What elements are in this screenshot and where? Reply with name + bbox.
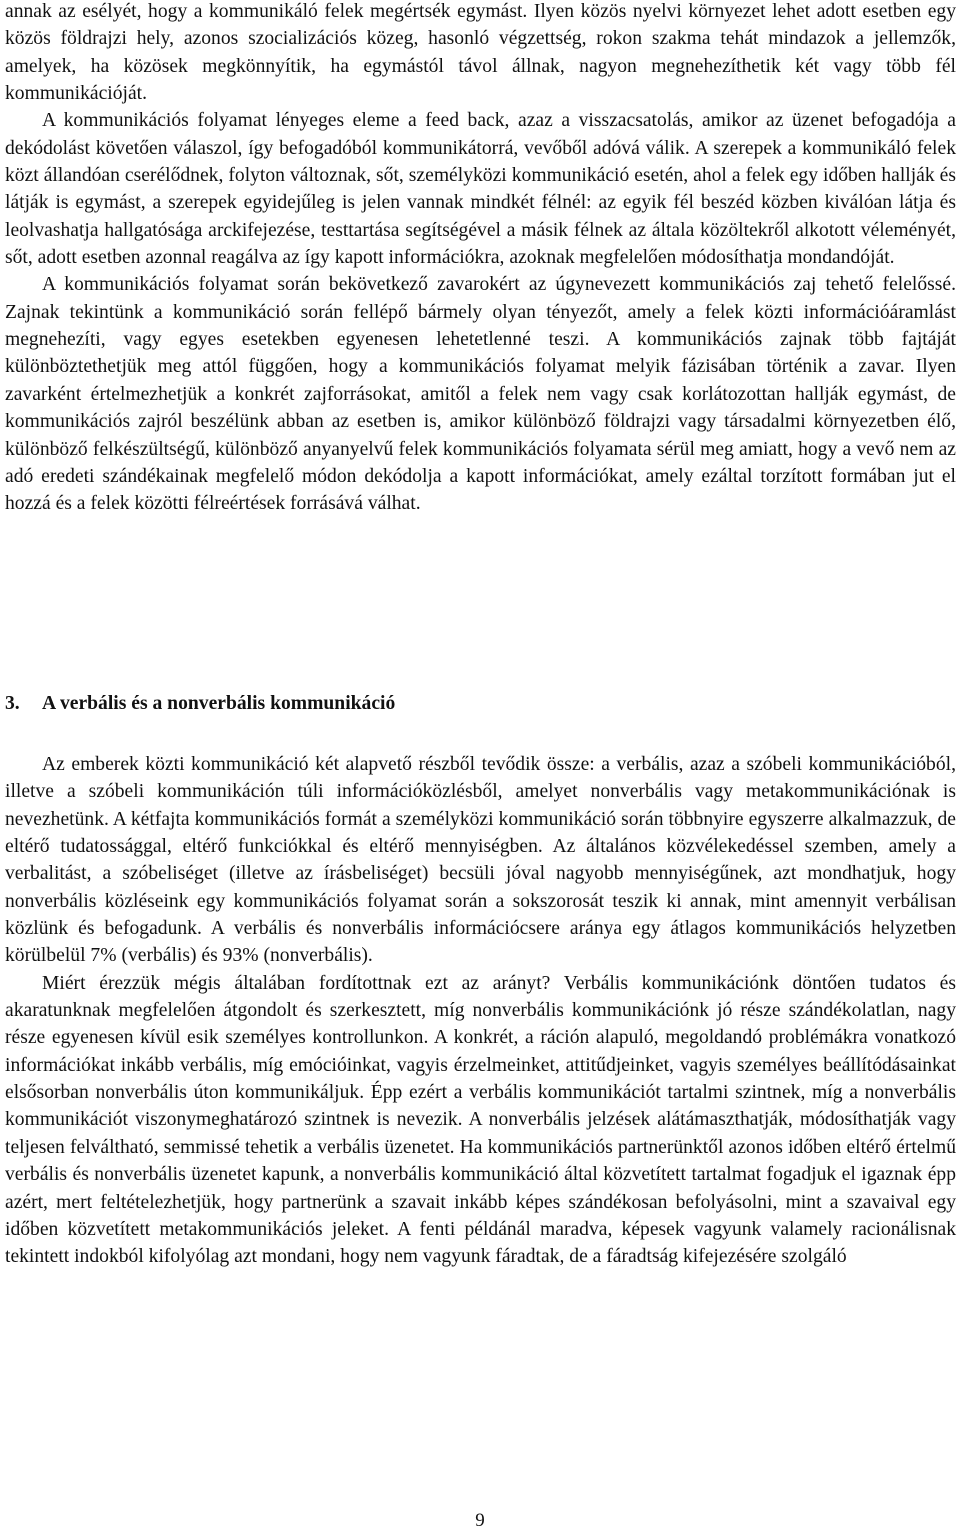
paragraph-ratio-question: Miért érezzük mégis általában fordítottnak ezt az arányt? Verbális kommunikációnk döntően tudatos és akaratunknak megfelelően átgondolt és szerkesztett, míg nonverbális kommunikációnk jó része szándékolatlan, nagy része egyenesen kívül esik személyes kontrollunkon. A konkrét, a ráción alapuló, megoldandó problémákra vonatkozó információkat inkább verbális, míg emócióinkat, vagyis érzelmeinket, attitűdjeinket, vagyis személyes beállítódásainkat elsősorban nonverbális úton kommunikáljuk. Épp ezért a verbális kommunikációt tartalmi szintnek, míg a nonverbális kommunikációt viszonymeghatározó szintnek is nevezik. A nonverbális jelzések alátámaszthatják, módosíthatják vagy teljesen felváltható, semmissé tehetik a verbális üzenetet. Ha kommunikációs partnerünktől azonos időben eltérő értelmű verbális és nonverbális üzenetet kapunk, a nonverbális kommunikáció által közvetített tartalmat fogadjuk el igaznak épp azért, mert feltételezhetjük, hogy partnerünk a szavait inkább képes szándékosan befolyásolni, mint a szavaival egy időben közvetített metakommunikációs jeleket. A fenti példánál maradva, képesek vagyunk valamely racionálisnak tekintett indokból kifolyólag azt mondani, hogy nem vagyunk fáradtak, de a fáradtság kifejezésére szolgáló xyxy=(5,972,956,1268)
section-number: 3. xyxy=(5,693,20,714)
paragraph-noise: A kommunikációs folyamat során bekövetkező zavarokért az úgynevezett kommunikációs zaj tehető felelőssé. Zajnak tekintünk a kommunikáció során fellépő bármely olyan tényezőt, amely a felek közti információáramlást megnehezíti, vagy egyes esetekben egyenesen lehetetlenné teszi. A kommunikációs zajnak több fajtáját különböztethetjük meg attól függően, hogy a kommunikációs folyamat melyik fázisában történik a zavar. Ilyen zavarként értelmezhetjük a konkrét zajforrásokat, amitől a felek nem vagy csak korlátozottan hallják egymást, de kommunikációs zajról beszélünk abban az esetben is, amikor különböző földrajzi vagy társadalmi környezetben élő, különböző felkészültségű, különböző anyanyelvű felek kommunikációs folyamata sérül meg amiatt, hogy a vevő nem az adó eredeti szándékainak megfelelő módon dekódolja a kapott információkat, amely ezáltal torzított formában jut el hozzá és a felek közötti félreértések forrásává válhat. xyxy=(5,274,956,515)
paragraph-feedback: A kommunikációs folyamat lényeges eleme a feed back, azaz a visszacsatolás, amikor az üzenet befogadója a dekódolást követően válaszol, így befogadóból kommunikátorrá, vevőből adóvá válik. A szerepek a kommunikáló felek közt állandóan cserélődnek, folyton változnak, sőt, személyközi kommunikáció esetén, ahol a felek egy időben hallják és látják is egymást, a szerepek egyidejűleg is jelen vannak mindkét félnél: az egyik fél beszéd közben kiválóan látja és leolvashatja hallgatósága arckifejezése, testtartása segítségével a másik félnek az általa közöltekről alkotott véleményét, sőt, adott esetben azonnal reagálva az így kapott információkra, azoknak megfelelően módosíthatja mondandóját. xyxy=(5,110,956,269)
body-text-bottom xyxy=(5,751,956,1271)
section-heading xyxy=(5,690,395,718)
body-text-top xyxy=(5,0,956,518)
paragraph-continuation: annak az esélyét, hogy a kommunikáló felek megértsék egymást. Ilyen közös nyelvi környezet lehet adott esetben egy közös földrajzi hely, azonos szocializációs közeg, hasonló végzettség, rokon szakma tehát mindazok a jellemzők, amelyek, ha közösek megkönnyítik, ha egymástól távol állnak, nagyon megnehezíthetik két vagy több fél kommunikációját. xyxy=(5,1,956,105)
section-title: A verbális és a nonverbális kommunikáció xyxy=(42,693,396,714)
page-number: 9 xyxy=(475,1510,485,1531)
paragraph-verbal-nonverbal: Az emberek közti kommunikáció két alapvető részből tevődik össze: a verbális, azaz a szóbeli kommunikációból, illetve a szóbeli kommunikáción túli információközlésből, amelyet nonverbális vagy metakommunikációnak is nevezhetünk. A kétfajta kommunikációs formát a személyközi kommunikáció során többnyire egyszerre alkalmazzuk, de eltérő tudatossággal, eltérő funkciókkal és eltérő mennyiségben. Az általános közvélekedéssel szemben, amely a verbalitást, a szóbeliséget (illetve az írásbeliséget) becsüli jóval nagyobb mennyiségűnek, azt mondhatjuk, hogy nonverbális közléseink egy kommunikációs folyamat során a sokszorosát teszik ki annak, mint amennyit verbálisan közlünk és befogadunk. A verbális és nonverbális információcsere aránya egy átlagos kommunikációs helyzetben körülbelül 7% (verbális) és 93% (nonverbális). xyxy=(5,754,956,967)
